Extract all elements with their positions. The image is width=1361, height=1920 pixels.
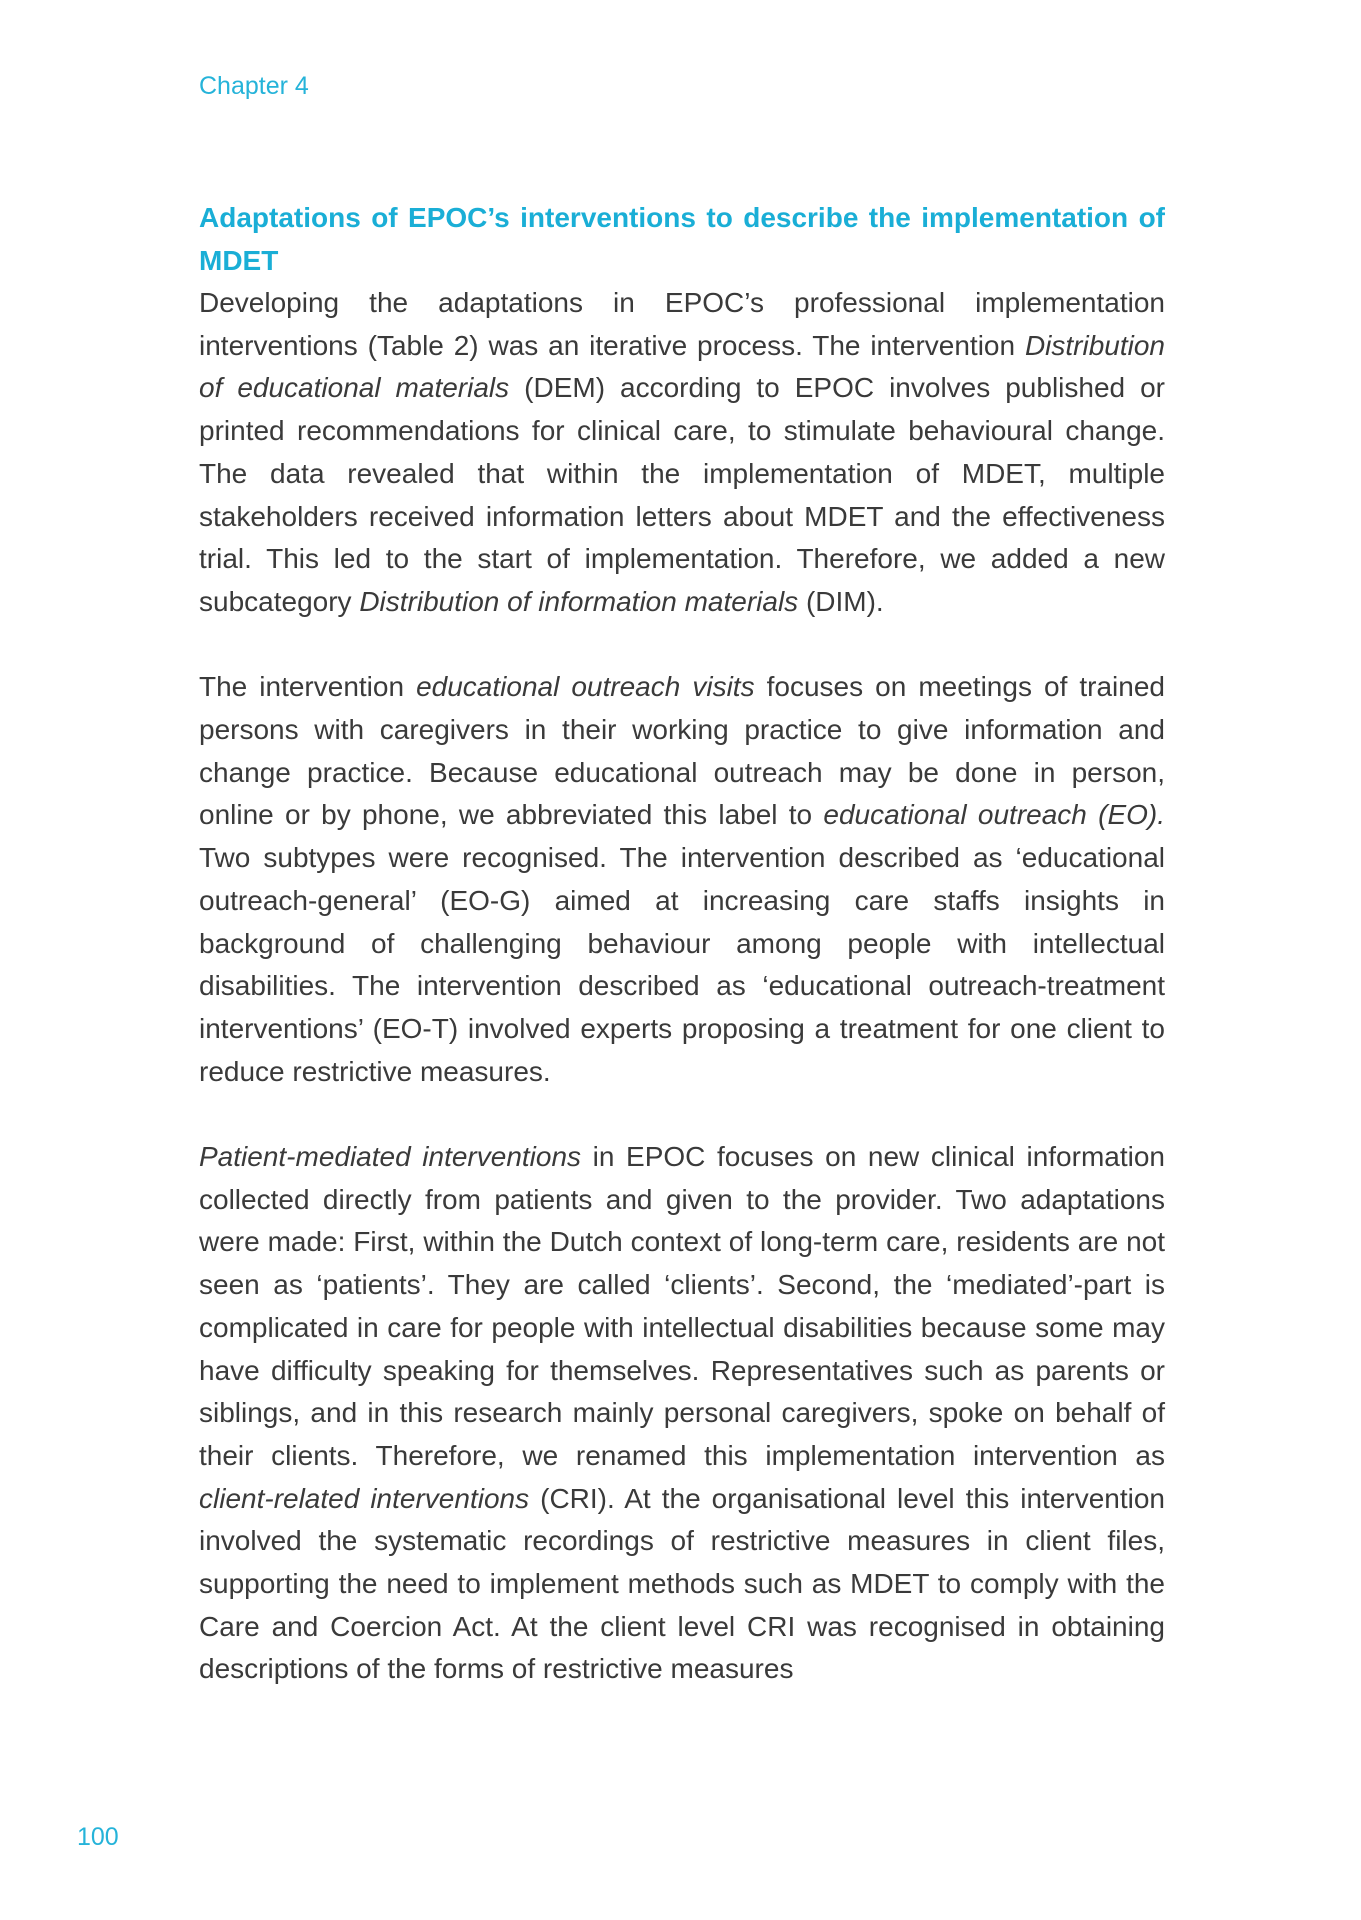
- text-run: in EPOC focuses on new clinical information collected directly from patients and given to the provider. Two adaptations were made: First, within the Dutch context of long-term care, residents are not seen as ‘patients’. They are called ‘clients’. Second, the ‘mediated’-part is complicated in care for people with intellectual disabilities because some may have difficulty speaking for themselves. Representatives such as parents or siblings, and in this research mainly personal caregivers, spoke on behalf of their clients. Therefore, we renamed this implementation intervention as: [199, 1141, 1165, 1471]
- italic-term-cri: client-related interventions: [199, 1482, 530, 1514]
- page-number: 100: [77, 1823, 119, 1851]
- text-run: The intervention: [199, 671, 417, 703]
- text-run: Two subtypes were recognised. The intervention described as ‘educational outreach-general’ (EO-G) aimed at increasing care staffs insights in background of challenging behaviour among people with intellectual disabilities. The intervention described as ‘educational outreach-treatment interventions’ (EO-T) involved experts proposing a treatment for one client to reduce restrictive measures.: [199, 842, 1165, 1087]
- text-run: (DEM) according to EPOC involves published or printed recommendations for clinical care, to stimulate behavioural change. The data revealed that within the implementation of MDET, multiple stakeholders received information letters about MDET and the effectiveness trial. This led to the start of implementation. Therefore, we added a new subcategory: [199, 372, 1165, 617]
- running-header-chapter: Chapter 4: [199, 72, 309, 100]
- italic-term-eo: educational outreach (EO).: [823, 799, 1166, 831]
- italic-term-dem: Distribution of educational materials: [199, 329, 1165, 404]
- text-run: (DIM).: [798, 585, 884, 617]
- text-run: focuses on meetings of trained persons with caregivers in their working practice to give information and change practice. Because educational outreach may be done in person, online or by phone, we abbreviated this label to: [199, 671, 1165, 831]
- italic-term-outreach-visits: educational outreach visits: [416, 671, 755, 703]
- text-run: Developing the adaptations in EPOC’s professional implementation interventions (Table 2) was an iterative process. The intervention: [199, 287, 1165, 361]
- paragraph-educational-outreach: [199, 666, 1165, 1093]
- italic-term-dim: Distribution of information materials: [359, 585, 799, 617]
- page-body: [199, 196, 1165, 1691]
- italic-term-patient-mediated: Patient-mediated interventions: [199, 1141, 582, 1173]
- paragraph-client-related: [199, 1136, 1165, 1691]
- text-run: (CRI). At the organisational level this intervention involved the systematic recordings of restrictive measures in client files, supporting the need to implement methods such as MDET to comply with the Care and Coercion Act. At the client level CRI was recognised in obtaining descriptions of the forms of restrictive measures: [199, 1482, 1165, 1685]
- section-heading: Adaptations of EPOC’s interventions to describe the implementation of MDET: [199, 202, 1165, 276]
- paragraph-dem-dim: [199, 282, 1165, 624]
